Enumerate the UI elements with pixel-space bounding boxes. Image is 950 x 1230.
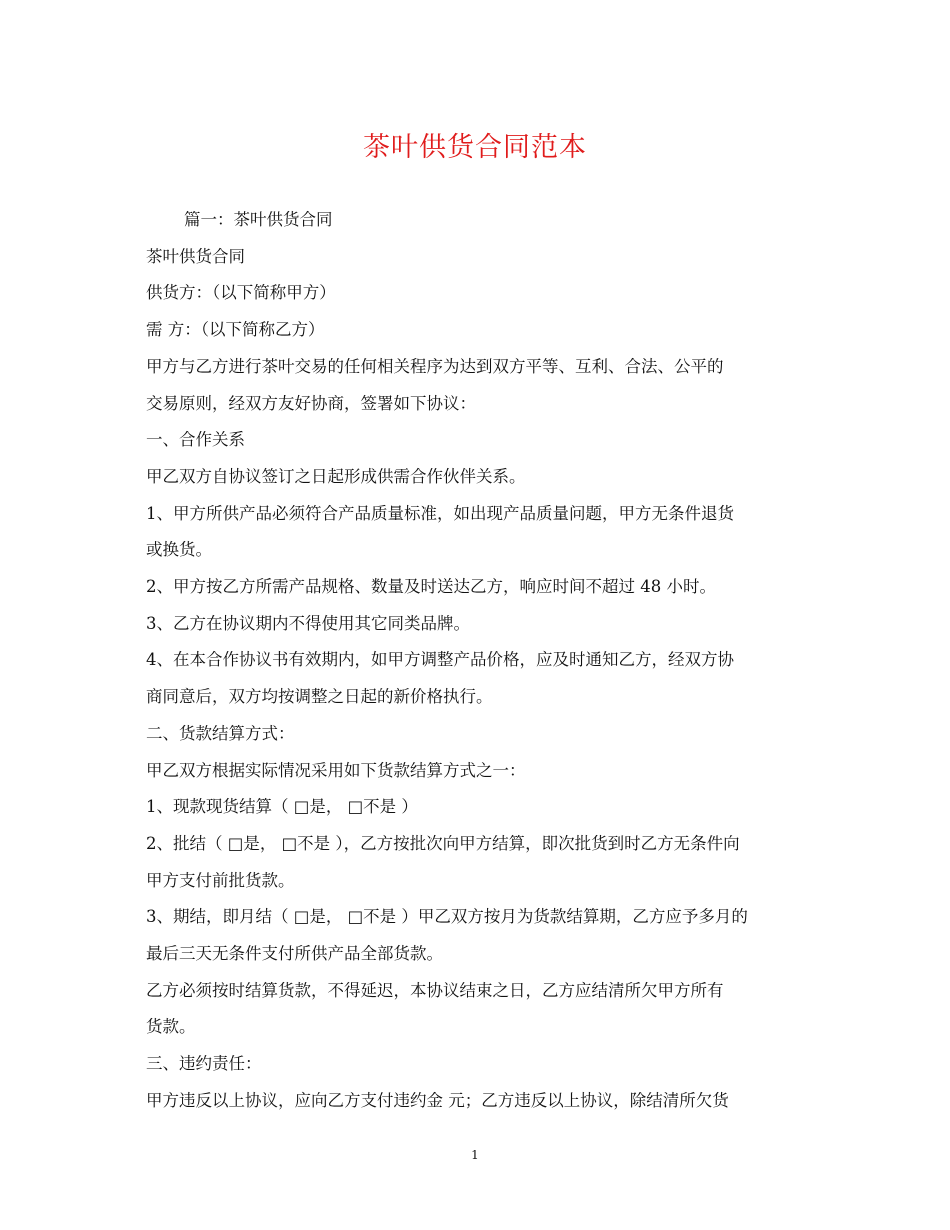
paragraph-line: 甲乙双方自协议签订之日起形成供需合作伙伴关系。: [146, 466, 526, 486]
paragraph-line: 甲方支付前批货款。: [146, 870, 295, 890]
paragraph-line: 或换货。: [146, 540, 212, 560]
paragraph-line: 乙方必须按时结算货款，不得延迟，本协议结束之日，乙方应结清所欠甲方所有: [146, 980, 724, 1000]
contract-name: 茶叶供货合同: [146, 246, 245, 266]
document-title: 茶叶供货合同范本: [363, 132, 587, 163]
clause-heading: 一、合作关系: [146, 430, 245, 450]
paragraph-line: 货款。: [146, 1017, 196, 1037]
paragraph-line: 2、甲方按乙方所需产品规格、数量及时送达乙方，响应时间不超过 48 小时。: [146, 577, 716, 597]
paragraph-line: 交易原则，经双方友好协商，签署如下协议：: [146, 393, 476, 413]
paragraph-line: 甲方违反以上协议，应向乙方支付违约金 元；乙方违反以上协议，除结清所欠货: [146, 1090, 729, 1110]
paragraph-line: 1、现款现货结算（ □是， □不是 ）: [146, 797, 418, 817]
paragraph-line: 3、期结，即月结（ □是， □不是 ）甲乙双方按月为货款结算期，乙方应予多月的: [146, 907, 748, 927]
paragraph-line: 甲方与乙方进行茶叶交易的任何相关程序为达到双方平等、互利、合法、公平的: [146, 356, 724, 376]
page-number: 1: [471, 1148, 479, 1162]
paragraph-line: 商同意后，双方均按调整之日起的新价格执行。: [146, 687, 493, 707]
paragraph-line: 1、甲方所供产品必须符合产品质量标准，如出现产品质量问题，甲方无条件退货: [146, 503, 734, 523]
section-heading: 篇一：茶叶供货合同: [184, 210, 333, 229]
clause-heading: 二、货款结算方式：: [146, 723, 295, 743]
paragraph-line: 最后三天无条件支付所供产品全部货款。: [146, 944, 443, 964]
document-body: [146, 202, 814, 1120]
buyer-line: 需 方：（以下简称乙方）: [146, 320, 325, 340]
paragraph-line: 甲乙双方根据实际情况采用如下货款结算方式之一：: [146, 760, 526, 780]
supplier-line: 供货方：（以下简称甲方）: [146, 283, 336, 303]
paragraph-line: 2、批结（ □是， □不是 ），乙方按批次向甲方结算，即次批货到时乙方无条件向: [146, 833, 740, 853]
paragraph-line: 3、乙方在协议期内不得使用其它同类品牌。: [146, 613, 470, 633]
paragraph-line: 4、在本合作协议书有效期内，如甲方调整产品价格，应及时通知乙方，经双方协: [146, 650, 734, 670]
clause-heading: 三、违约责任：: [146, 1054, 262, 1074]
